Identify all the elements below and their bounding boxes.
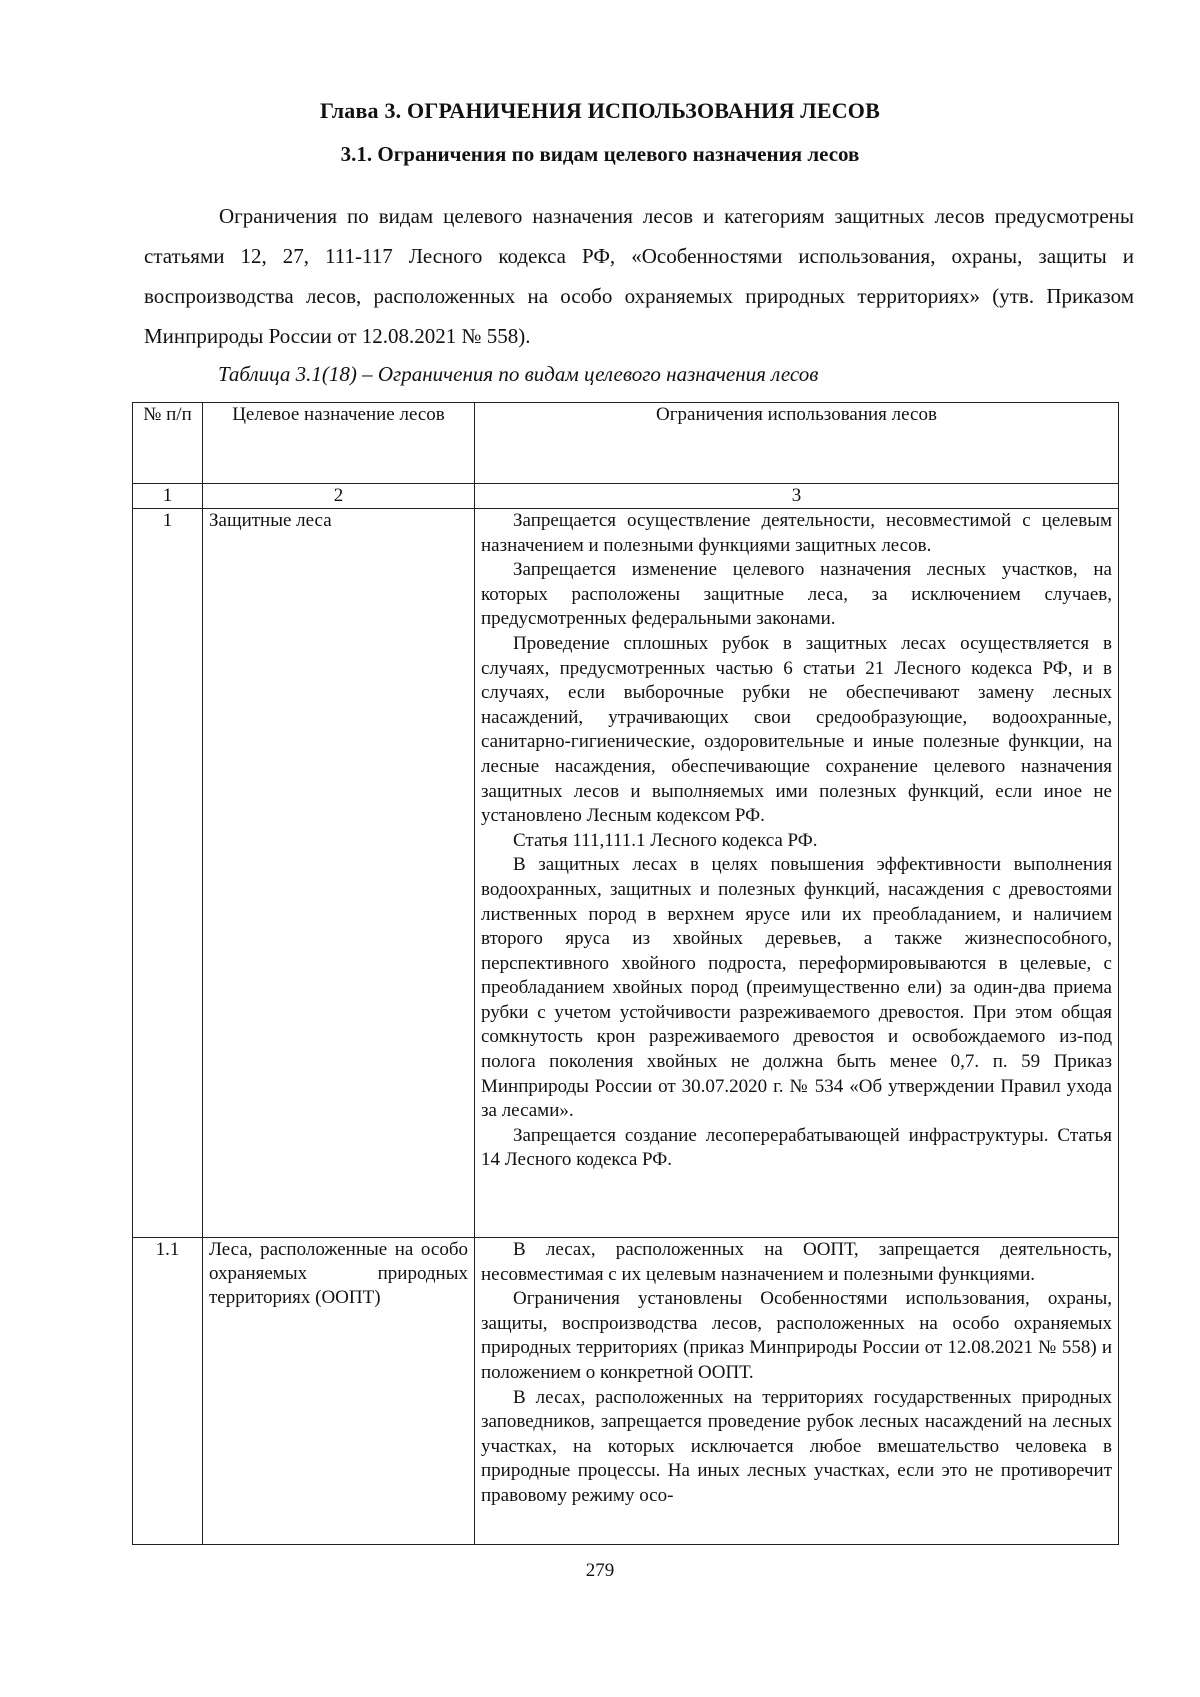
restriction-paragraph: Ограничения установлены Особенностями использования, охраны, защиты, воспроизводства лесов, расположенных на особо охраняемых природных территориях (приказ Минприроды России от 12.08.2021 № 558) и положением о конкретной ООПТ.	[481, 1288, 1112, 1383]
restriction-paragraph: В лесах, расположенных на территориях государственных природных заповедников, запрещается проведение рубок лесных насаждений на лесных участках, на которых исключается любое вмешательство человека в природные процессы. На иных лесных участках, если это не противоречит правовому режиму осо-	[481, 1386, 1112, 1506]
table-row	[133, 509, 1119, 1238]
column-number-1: 1	[133, 484, 203, 509]
header-number: № п/п	[133, 403, 203, 484]
row-purpose: Леса, расположенные на особо охраняемых природных территориях (ООПТ)	[203, 1238, 475, 1545]
row-purpose: Защитные леса	[203, 509, 475, 1238]
restriction-paragraph: В защитных лесах в целях повышения эффективности выполнения водоохранных, защитных и полезных функций, насаждения с древостоями лиственных пород в верхнем ярусе или их преобладанием, и наличием второго яруса из хвойных деревьев, а также жизнеспособного, перспективного хвойного подроста, переформировываются в целевые, с преобладанием хвойных пород (преимущественно ели) за один-два приема рубки с учетом устойчивости разреживаемого древостоя. При этом общая сомкнутость крон разреживаемого древостоя и освобождаемого из-под полога поколения хвойных не должна быть менее 0,7. п. 59 Приказ Минприроды России от 30.07.2020 г. № 534 «Об утверждении Правил ухода за лесами».	[481, 854, 1112, 1122]
restriction-paragraph: Запрещается изменение целевого назначения лесных участков, на которых расположены защитные леса, за исключением случаев, предусмотренных федеральными законами.	[481, 559, 1112, 630]
row-index: 1	[133, 509, 203, 1238]
intro-paragraph: Ограничения по видам целевого назначения лесов и категориям защитных лесов предусмотрены статьями 12, 27, 111-117 Лесного кодекса РФ, «Особенностями использования, охраны, защиты и воспроизводства лесов, расположенных на особо охраняемых природных территориях» (утв. Приказом Минприроды России от 12.08.2021 № 558).	[144, 204, 1134, 348]
restriction-paragraph: В лесах, расположенных на ООПТ, запрещается деятельность, несовместимая с их целевым назначением и полезными функциями.	[481, 1239, 1112, 1285]
restriction-paragraph: Запрещается создание лесоперерабатывающей инфраструктуры. Статья 14 Лесного кодекса РФ.	[481, 1124, 1112, 1171]
restriction-paragraph: Проведение сплошных рубок в защитных лесах осуществляется в случаях, предусмотренных частью 6 статьи 21 Лесного кодекса РФ, и в случаях, если выборочные рубки не обеспечивают замену лесных насаждений, утрачивающих свои средообразующие, водоохранные, санитарно-гигиенические, оздоровительные и иные полезные функции, на лесные насаждения, обеспечивающие сохранение целевого назначения защитных лесов и выполняемых ими полезных функций, если иное не установлено Лесным кодексом РФ.	[481, 632, 1112, 827]
restriction-paragraph: Статья 111,111.1 Лесного кодекса РФ.	[513, 829, 818, 851]
column-number-2: 2	[203, 484, 475, 509]
table-header-row	[133, 403, 1119, 484]
header-restrictions: Ограничения использования лесов	[475, 403, 1119, 484]
page-number: 279	[585, 1560, 615, 1581]
table-row	[133, 1238, 1119, 1545]
row-restrictions	[475, 509, 1119, 1238]
header-purpose: Целевое назначение лесов	[203, 403, 475, 484]
row-restrictions	[475, 1238, 1119, 1545]
table-caption: Таблица 3.1(18) – Ограничения по видам целевого назначения лесов	[218, 362, 819, 386]
restrictions-table	[132, 402, 1119, 1545]
column-number-row	[133, 484, 1119, 509]
section-title: 3.1. Ограничения по видам целевого назначения лесов	[340, 142, 860, 166]
row-index: 1.1	[133, 1238, 203, 1545]
chapter-title: Глава 3. ОГРАНИЧЕНИЯ ИСПОЛЬЗОВАНИЯ ЛЕСОВ	[320, 98, 880, 123]
column-number-3: 3	[475, 484, 1119, 509]
restriction-paragraph: Запрещается осуществление деятельности, несовместимой с целевым назначением и полезными функциями защитных лесов.	[481, 510, 1112, 556]
